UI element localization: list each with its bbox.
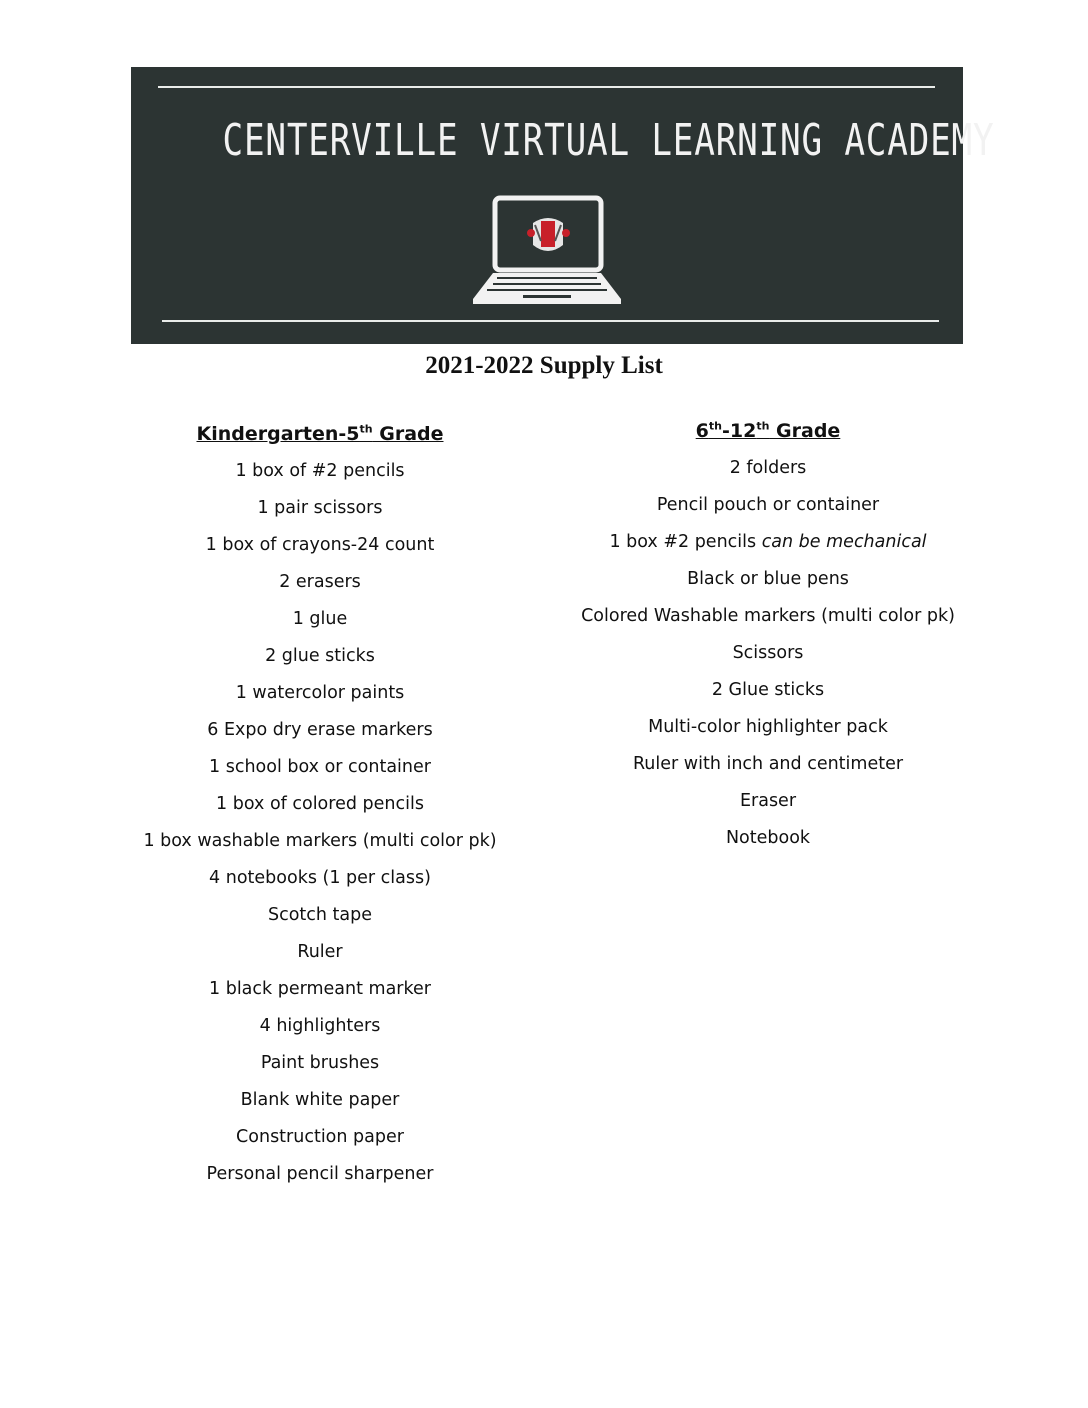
list-item: Black or blue pens xyxy=(687,569,849,589)
banner-bottom-rule xyxy=(162,320,939,322)
list-item: Notebook xyxy=(725,828,811,848)
grade-6-12-heading: 6th-12th Grade xyxy=(695,419,841,442)
mascot-icon xyxy=(527,218,570,251)
list-item: 1 watercolor paints xyxy=(235,683,405,703)
list-item: 1 box washable markers (multi color pk) xyxy=(143,831,497,851)
page-title: 2021-2022 Supply List xyxy=(425,352,663,379)
list-item: 1 box of crayons-24 count xyxy=(205,535,435,555)
list-item: Eraser xyxy=(739,791,797,811)
kindergarten-heading: Kindergarten-5th Grade xyxy=(196,422,444,445)
list-item: 1 box of #2 pencils xyxy=(235,461,405,481)
list-item: 2 folders xyxy=(729,458,807,478)
banner-top-rule xyxy=(158,86,935,88)
list-item: Paint brushes xyxy=(260,1053,380,1073)
list-item: 4 highlighters xyxy=(259,1016,381,1036)
list-item: 2 glue sticks xyxy=(265,646,375,666)
kindergarten-column xyxy=(120,419,520,1196)
list-item: Multi-color highlighter pack xyxy=(648,717,888,737)
list-item: 1 pair scissors xyxy=(257,498,383,518)
grade-6-12-supply-list xyxy=(568,453,968,860)
grade-6-12-column xyxy=(568,416,968,860)
list-item: 4 notebooks (1 per class) xyxy=(209,868,431,888)
list-item: 1 box #2 pencils can be mechanical xyxy=(609,532,927,552)
list-item: Construction paper xyxy=(236,1127,404,1147)
list-item: 1 glue xyxy=(292,609,348,629)
banner-title: CENTERVILLE VIRTUAL LEARNING ACADEMY xyxy=(222,115,995,166)
laptop-with-mascot-icon xyxy=(471,195,623,309)
list-item: 2 Glue sticks xyxy=(711,680,825,700)
list-item: Blank white paper xyxy=(240,1090,400,1110)
list-item: 1 school box or container xyxy=(209,757,431,777)
list-item: Ruler xyxy=(297,942,343,962)
list-item: Scissors xyxy=(732,643,804,663)
list-item: Colored Washable markers (multi color pk) xyxy=(581,606,955,626)
list-item: Ruler with inch and centimeter xyxy=(632,754,904,774)
list-item: Pencil pouch or container xyxy=(656,495,880,515)
list-item: 1 box of colored pencils xyxy=(216,794,424,814)
header-banner xyxy=(131,67,995,344)
list-item: 6 Expo dry erase markers xyxy=(207,720,433,740)
kindergarten-supply-list xyxy=(120,456,520,1196)
list-item: 1 black permeant marker xyxy=(209,979,431,999)
list-item: Scotch tape xyxy=(267,905,373,925)
list-item: Personal pencil sharpener xyxy=(206,1164,434,1184)
list-item: 2 erasers xyxy=(279,572,361,592)
